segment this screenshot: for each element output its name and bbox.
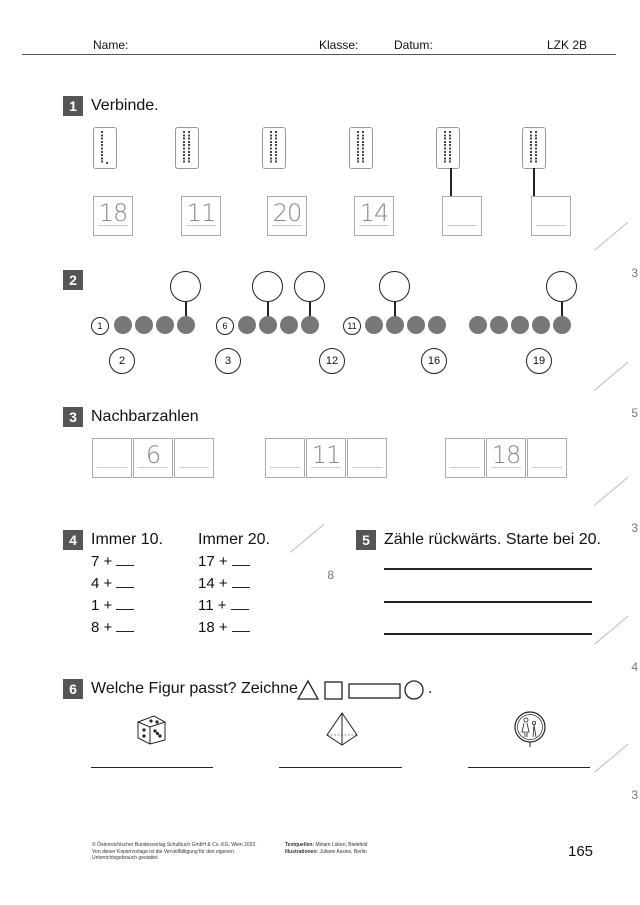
square-icon <box>325 682 342 699</box>
page-number: 165 <box>568 843 594 860</box>
given-number-box: 11 <box>306 438 346 478</box>
task2-number: 2 <box>63 270 83 290</box>
bead-rod-card <box>522 127 546 169</box>
traffic-sign-icon <box>513 710 547 748</box>
header-rule <box>22 54 616 55</box>
number-card: 20 <box>267 196 307 236</box>
draw-line[interactable] <box>279 767 402 768</box>
answer-blank[interactable] <box>231 597 249 610</box>
number-card: 14 <box>354 196 394 236</box>
number-card: 18 <box>93 196 133 236</box>
circle-stem <box>309 302 311 317</box>
circle-stem <box>561 302 563 317</box>
addition-row: 1 + <box>91 597 134 614</box>
answer-line[interactable] <box>384 568 592 570</box>
triangle-icon <box>298 681 318 699</box>
bead <box>469 316 487 334</box>
start-number: 11 <box>343 317 361 335</box>
answer-blank[interactable] <box>116 597 134 610</box>
bead <box>114 316 132 334</box>
connection-line <box>533 168 535 198</box>
task4-title-a: Immer 10. <box>91 531 164 548</box>
answer-blank[interactable] <box>116 553 134 566</box>
start-number: 6 <box>216 317 234 335</box>
option-number[interactable]: 12 <box>319 348 345 374</box>
bead <box>301 316 319 334</box>
bead <box>238 316 256 334</box>
answer-box[interactable] <box>92 438 132 478</box>
number-card[interactable] <box>531 196 571 236</box>
answer-blank[interactable] <box>232 553 250 566</box>
answer-box[interactable] <box>347 438 387 478</box>
bead <box>135 316 153 334</box>
task4-score: 8 <box>290 530 326 570</box>
task6-title: Welche Figur passt? Zeichne <box>91 680 298 697</box>
task4-number: 4 <box>63 530 83 550</box>
option-number[interactable]: 2 <box>109 348 135 374</box>
task2-score: 5 <box>594 368 630 408</box>
addition-row: 14 + <box>198 575 250 592</box>
answer-box[interactable] <box>174 438 214 478</box>
name-label: Name: <box>93 38 129 52</box>
dice-icon <box>134 712 168 746</box>
given-number-box: 6 <box>133 438 173 478</box>
number-card[interactable] <box>442 196 482 236</box>
option-number[interactable]: 19 <box>526 348 552 374</box>
answer-circle[interactable] <box>294 271 325 302</box>
connection-line <box>450 168 452 198</box>
given-number-box: 18 <box>486 438 526 478</box>
draw-line[interactable] <box>468 767 590 768</box>
answer-circle[interactable] <box>170 271 201 302</box>
bead <box>177 316 195 334</box>
option-number[interactable]: 16 <box>421 348 447 374</box>
bead <box>280 316 298 334</box>
addition-row: 11 + <box>198 597 249 614</box>
addition-row: 8 + <box>91 619 134 636</box>
addition-row: 4 + <box>91 575 134 592</box>
answer-circle[interactable] <box>252 271 283 302</box>
class-label: Klasse: <box>319 38 359 52</box>
bead <box>259 316 277 334</box>
option-number[interactable]: 3 <box>215 348 241 374</box>
date-label: Datum: <box>394 38 433 52</box>
shape-options <box>296 679 432 701</box>
task1-title: Verbinde. <box>91 97 159 114</box>
answer-blank[interactable] <box>116 575 134 588</box>
answer-box[interactable] <box>527 438 567 478</box>
task5-number: 5 <box>356 530 376 550</box>
task3-score: 3 <box>594 483 630 523</box>
task6-period: . <box>428 680 433 697</box>
task1-number: 1 <box>63 96 83 116</box>
task6-score: 3 <box>594 750 630 790</box>
bead <box>553 316 571 334</box>
task4-title-b: Immer 20. <box>198 531 271 548</box>
task5-title: Zähle rückwärts. Starte bei 20. <box>384 531 601 548</box>
start-number: 1 <box>91 317 109 335</box>
answer-blank[interactable] <box>232 619 250 632</box>
circle-stem <box>267 302 269 317</box>
answer-box[interactable] <box>265 438 305 478</box>
footer-copyright: © Österreichischer Bundesverlag Schulbuch GmbH & Co. KG, Wien 2023. Von dieser Kopiervorlage ist die Vervielfältigung für den eigenen Unterrichtsgebrauch gestattet. <box>92 842 257 861</box>
answer-circle[interactable] <box>379 271 410 302</box>
addition-row: 18 + <box>198 619 250 636</box>
rectangle-icon <box>349 684 400 698</box>
addition-row: 17 + <box>198 553 250 570</box>
answer-box[interactable] <box>445 438 485 478</box>
answer-line[interactable] <box>384 601 592 603</box>
answer-circle[interactable] <box>546 271 577 302</box>
bead <box>511 316 529 334</box>
number-card: 11 <box>181 196 221 236</box>
task6-number: 6 <box>63 679 83 699</box>
addition-row: 7 + <box>91 553 134 570</box>
circle-stem <box>185 302 187 317</box>
bead <box>386 316 404 334</box>
bead <box>156 316 174 334</box>
circle-icon <box>405 681 423 699</box>
answer-blank[interactable] <box>232 575 250 588</box>
bead <box>365 316 383 334</box>
task1-score: 3 <box>594 228 630 268</box>
bead <box>428 316 446 334</box>
footer-credits: Textquellen: Miriam Lüken, Bielefeld Illustrationen: Juliane Assies, Berlin <box>285 842 368 855</box>
bead-rod-card <box>349 127 373 169</box>
circle-stem <box>394 302 396 317</box>
bead-rod-card <box>262 127 286 169</box>
answer-line[interactable] <box>384 633 592 635</box>
bead-rod-card <box>93 127 117 169</box>
draw-line[interactable] <box>91 767 213 768</box>
answer-blank[interactable] <box>116 619 134 632</box>
task3-number: 3 <box>63 407 83 427</box>
bead-rod-card <box>175 127 199 169</box>
task5-score: 4 <box>594 622 630 662</box>
sheet-code: LZK 2B <box>547 38 588 52</box>
pyramid-icon <box>325 711 359 747</box>
task3-title: Nachbarzahlen <box>91 408 199 425</box>
bead <box>407 316 425 334</box>
bead <box>490 316 508 334</box>
bead <box>532 316 550 334</box>
bead-rod-card <box>436 127 460 169</box>
